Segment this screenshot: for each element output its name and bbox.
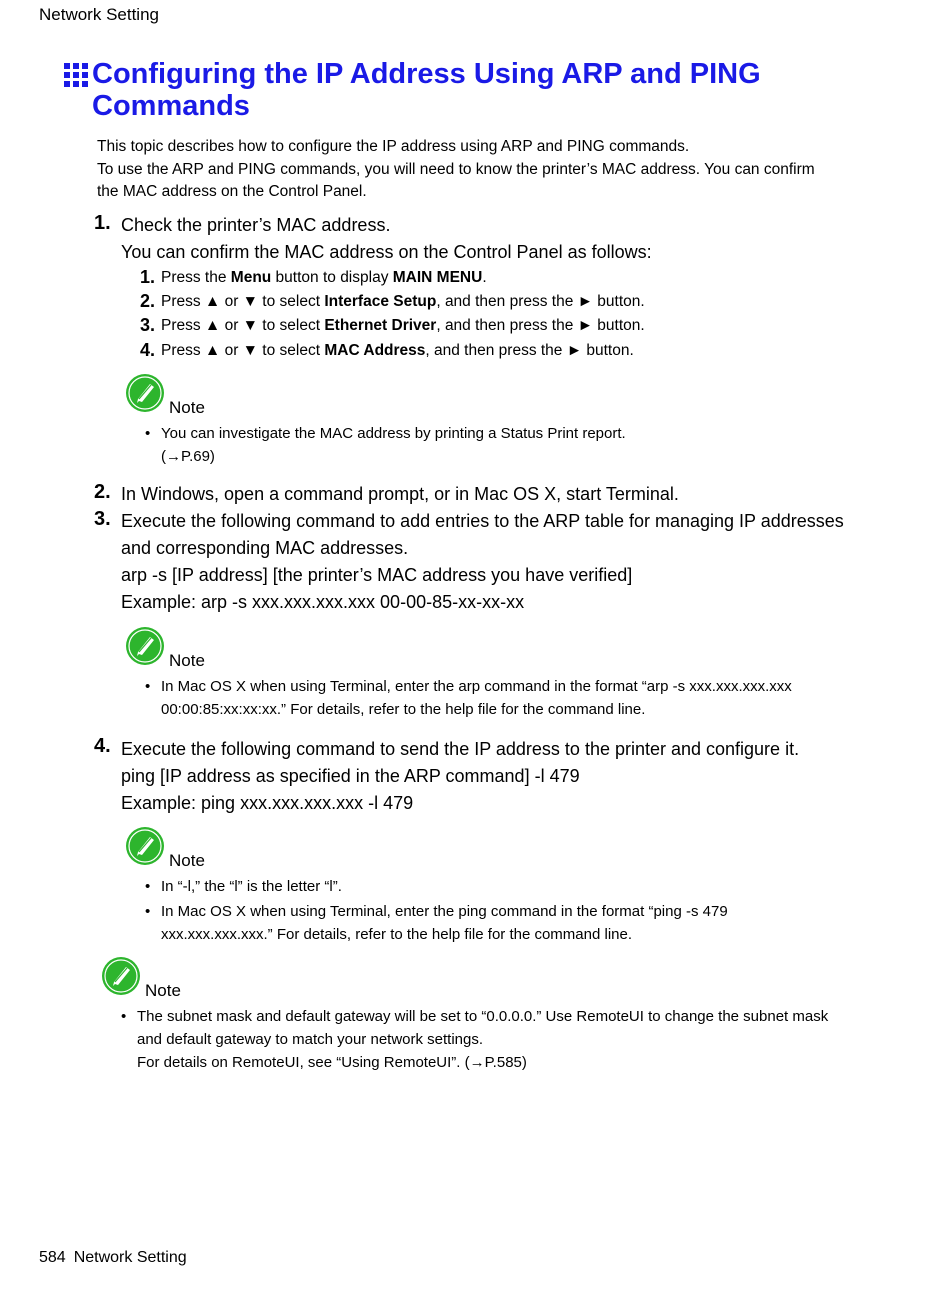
intro-paragraph xyxy=(97,136,897,204)
step-3-number: 3. xyxy=(94,508,111,530)
step-3-text: and corresponding MAC addresses. xyxy=(121,538,409,558)
remoteui-reference-link[interactable]: For details on RemoteUI, see “Using RemoteUI”. (→P.585) xyxy=(137,1054,527,1071)
pencil-note-icon xyxy=(125,626,165,666)
ping-command-example: Example: ping xxx.xxx.xxx.xxx -l 479 xyxy=(121,793,414,813)
title-line-2: Commands xyxy=(92,90,250,122)
substep-number: 4. xyxy=(140,340,156,360)
page-number: 584 xyxy=(39,1249,66,1266)
substep-number: 2. xyxy=(140,291,156,311)
step-3-text: Execute the following command to add entries to the ARP table for managing IP addresses xyxy=(121,511,844,531)
menu-key: Menu xyxy=(230,269,272,286)
note-bullet: • In Mac OS X when using Terminal, enter the arp command in the format “arp -s xxx.xxx.xxx.xxx 00:00:85:xx:xx:xx.” For details, refer to the help file for the command line. xyxy=(145,678,792,718)
grid-icon xyxy=(64,63,88,87)
arp-command-example: Example: arp -s xxx.xxx.xxx.xxx 00-00-85-xx-xx-xx xyxy=(121,592,525,612)
substep-number: 3. xyxy=(140,315,156,335)
ping-command-syntax: ping [IP address as specified in the ARP command] -l 479 xyxy=(121,766,580,786)
pencil-note-icon xyxy=(125,826,165,866)
page-title xyxy=(64,58,864,122)
substep-3: Press ▲ or ▼ to select Ethernet Driver, and then press the ► button. xyxy=(161,317,645,334)
step-2-text: In Windows, open a command prompt, or in Mac OS X, start Terminal. xyxy=(121,484,679,504)
note-bullet: • The subnet mask and default gateway will be set to “0.0.0.0.” Use RemoteUI to change the subnet mask and default gateway to match your network settings. For details on RemoteUI, see “Using RemoteUI”. (→P.585) xyxy=(137,1005,828,1074)
pencil-note-icon xyxy=(125,373,165,413)
ethernet-driver-label: Ethernet Driver xyxy=(324,317,437,334)
step-4-text: Execute the following command to send the IP address to the printer and configure it. xyxy=(121,739,800,759)
step-4-number: 4. xyxy=(94,735,111,757)
note-bullet: • In “-l,” the “l” is the letter “l”. xyxy=(145,878,342,895)
footer-section: Network Setting xyxy=(73,1249,187,1266)
running-header: Network Setting xyxy=(39,5,159,24)
mac-address-label: MAC Address xyxy=(324,342,426,359)
step-1-subtext: You can confirm the MAC address on the Control Panel as follows: xyxy=(121,242,652,262)
title-line-1: Configuring the IP Address Using ARP and PING xyxy=(92,58,761,90)
step-1-number: 1. xyxy=(94,212,111,234)
note-label: Note xyxy=(169,398,205,417)
intro-line: To use the ARP and PING commands, you will need to know the printer’s MAC address. You can confirm xyxy=(97,160,815,178)
note-bullet: • In Mac OS X when using Terminal, enter the ping command in the format “ping -s 479 xxx.xxx.xxx.xxx.” For details, refer to the help file for the command line. xyxy=(145,903,728,943)
step-1-text: Check the printer’s MAC address. xyxy=(121,215,391,235)
substep-4: Press ▲ or ▼ to select MAC Address, and then press the ► button. xyxy=(161,342,634,359)
main-menu-label: MAIN MENU xyxy=(392,269,483,286)
note-label: Note xyxy=(169,651,205,670)
step-2-number: 2. xyxy=(94,481,111,503)
note-bullet: • You can investigate the MAC address by printing a Status Print report. (→P.69) xyxy=(161,422,626,468)
intro-line: the MAC address on the Control Panel. xyxy=(97,183,367,200)
pencil-note-icon xyxy=(101,956,141,996)
page-footer xyxy=(39,1249,187,1267)
substep-2: Press ▲ or ▼ to select Interface Setup, and then press the ► button. xyxy=(161,293,645,310)
arp-command-syntax: arp -s [IP address] [the printer’s MAC address you have verified] xyxy=(121,565,633,585)
substep-1: Press the Menu button to display MAIN MENU. xyxy=(161,269,487,286)
intro-line: This topic describes how to configure the IP address using ARP and PING commands. xyxy=(97,138,690,155)
substep-number: 1. xyxy=(140,267,156,287)
page-reference-link[interactable]: (→P.69) xyxy=(161,448,215,465)
note-label: Note xyxy=(145,981,181,1000)
interface-setup-label: Interface Setup xyxy=(324,293,437,310)
note-label: Note xyxy=(169,851,205,870)
